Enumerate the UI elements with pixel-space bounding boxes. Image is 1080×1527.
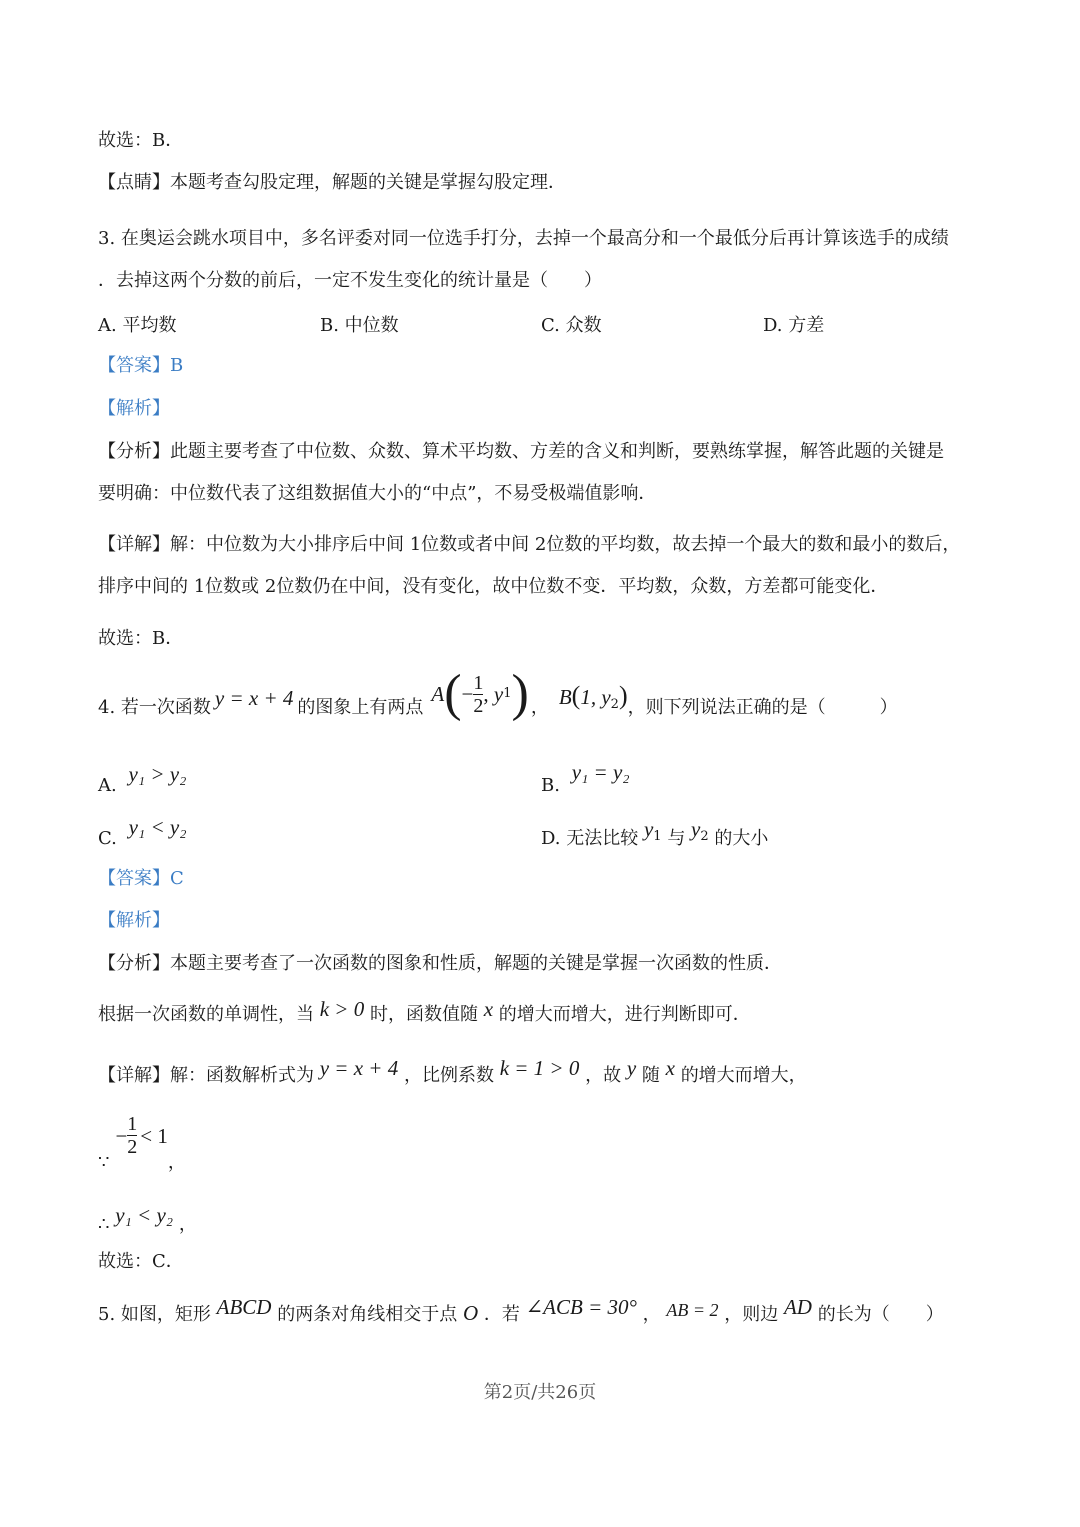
q3-option-a: A. 平均数 (98, 315, 177, 336)
q5-ad: AD (783, 1295, 812, 1319)
q4-because-comma: ， (167, 1152, 186, 1173)
q3-option-d: D. 方差 (763, 315, 825, 336)
q3-stem-line2: ．去掉这两个分数的前后，一定不发生变化的统计量是（ ） (98, 270, 602, 291)
q4-left-paren: ( (444, 665, 462, 722)
q4-because-line (98, 1113, 186, 1176)
q4-option-c-expr: y₁ < y₂ (128, 815, 187, 839)
q4-xj-k: k = 1 > 0 (499, 1056, 580, 1080)
q4-comma: ， (530, 697, 549, 718)
q5-mid2: ．若 (483, 1304, 520, 1325)
q4-xj-pre: 【详解】解：函数解析式为 (98, 1065, 314, 1086)
q5-mid1: 的两条对角线相交于点 (277, 1304, 458, 1325)
q4-y1-sub: 1 (503, 686, 512, 701)
q4-option-a-label: A. (98, 775, 117, 796)
q4-frac-den: 2 (473, 694, 484, 717)
q4-option-d-label: D. 无法比较 (541, 828, 639, 849)
q5-angle: ∠ACB = 30° (525, 1295, 637, 1319)
q4-answer: 【答案】C (98, 868, 184, 889)
therefore-icon: ∴ (98, 1214, 110, 1235)
q4-therefore-expr: y₁ < y₂ (115, 1203, 174, 1227)
q3-option-c: C. 众数 (541, 315, 602, 336)
q4-point-b-label: B (558, 684, 572, 709)
q3-fenxi-line2: 要明确：中位数代表了这组数据值大小的“中点”，不易受极端值影响． (98, 483, 657, 504)
q4-minus: − (461, 682, 474, 706)
q4-point-b-inner: 1, y (580, 684, 611, 709)
q4-xj-end: 的增大而增大， (680, 1065, 807, 1086)
therefore-since-icon: ∵ (98, 1152, 110, 1173)
q5-ab: AB = 2 (666, 1300, 719, 1320)
q4-option-d (541, 817, 769, 849)
q3-xiangjie-line1: 【详解】解：中位数为大小排序后中间 1位数或者中间 2位数的平均数，故去掉一个最大的数和最小的数后， (98, 534, 961, 555)
dianjing-line: 【点睛】本题考查勾股定理，解题的关键是掌握勾股定理． (98, 172, 566, 193)
q4-therefore-comma: ， (178, 1214, 197, 1235)
q4-option-c-label: C. (98, 828, 117, 849)
q3-xiangjie-line2: 排序中间的 1位数或 2位数仍在中间，没有变化，故中位数不变．平均数，众数，方差都可能变化． (98, 576, 889, 597)
q4-because-tail: < 1 (140, 1123, 168, 1148)
q4-option-d-mid: 与 (667, 828, 686, 849)
q4-y1: y (493, 682, 504, 706)
q4-middle: 的图象上有两点 (297, 697, 424, 718)
q4-option-c (98, 815, 187, 849)
q4-xj-mid: ，比例系数 (403, 1065, 494, 1086)
q4-because-minus: − (115, 1123, 128, 1148)
q4-fenxi: 【分析】本题主要考查了一次函数的图象和性质，解题的关键是掌握一次函数的性质． (98, 953, 782, 974)
q5-prefix: 5. 如图，矩形 (98, 1304, 211, 1325)
q4-fraction (473, 672, 483, 717)
q5-stem (98, 1295, 944, 1328)
q4-basis (98, 997, 751, 1028)
q4-point-b (558, 680, 628, 718)
q4-option-a (98, 762, 187, 796)
q4-xj-func: y = x + 4 (319, 1056, 399, 1080)
q4-point-a-label: A (431, 682, 445, 706)
q3-guxuan: 故选：B． (98, 628, 184, 649)
q4-point-b-lparen: ( (571, 680, 581, 710)
q4-function: y = x + 4 (214, 686, 294, 710)
q4-because-expr (115, 1113, 167, 1158)
q4-frac-num: 1 (473, 671, 484, 694)
q5-end: 的长为（ ） (817, 1304, 944, 1325)
q4-basis-mid: 时，函数值随 (369, 1004, 478, 1025)
q4-option-b (541, 760, 630, 796)
q4-option-b-label: B. (541, 775, 560, 796)
q4-y2-sub: 2 (610, 696, 619, 712)
q5-rect: ABCD (216, 1295, 272, 1319)
answer-line: 故选：B． (98, 130, 184, 151)
q4-because-num: 1 (127, 1113, 138, 1135)
q3-answer: 【答案】B (98, 355, 184, 376)
q4-guxuan: 故选：C． (98, 1251, 184, 1272)
q4-xj-x: x (665, 1056, 675, 1080)
q4-jiexi: 【解析】 (98, 910, 170, 931)
q4-option-d-end: 的大小 (714, 828, 769, 849)
q4-basis-x: x (483, 997, 494, 1021)
q3-stem-line1: 3. 在奥运会跳水项目中，多名评委对同一位选手打分，去掉一个最高分和一个最低分后再计算该选手的成绩 (98, 228, 949, 249)
q4-xiangjie (98, 1056, 807, 1089)
q4-basis-pre: 根据一次函数的单调性，当 (98, 1004, 314, 1025)
q4-right-paren: ) (511, 665, 529, 722)
q4-option-d-y2: y (691, 817, 701, 841)
q4-because-den: 2 (127, 1136, 138, 1158)
q4-therefore-line (98, 1202, 197, 1235)
q4-suffix: ，则下列说法正确的是（ ） (627, 697, 898, 718)
q4-stem (98, 665, 898, 738)
q4-basis-k: k > 0 (319, 997, 365, 1021)
q4-xj-mid3: 随 (641, 1065, 660, 1086)
q4-basis-end: 的增大而增大，进行判断即可． (498, 1004, 751, 1025)
q4-comma-a: , (483, 682, 494, 706)
q5-mid3: ， (642, 1304, 661, 1325)
q4-prefix: 4. 若一次函数 (98, 697, 211, 718)
q3-jiexi: 【解析】 (98, 398, 170, 419)
q4-because-frac (127, 1113, 137, 1158)
q4-option-d-y2-sub: 2 (700, 829, 709, 844)
q4-point-a (431, 665, 529, 722)
q5-mid4: ，则边 (724, 1304, 779, 1325)
q4-option-d-y1-sub: 1 (653, 829, 662, 844)
q4-xj-y: y (626, 1056, 637, 1080)
q3-fenxi-line1: 【分析】此题主要考查了中位数、众数、算术平均数、方差的含义和判断，要熟练掌握，解答此题的关键是 (98, 441, 944, 462)
q5-point-o: O (462, 1301, 479, 1325)
q4-option-d-y1: y (643, 817, 654, 841)
q4-option-b-expr: y₁ = y₂ (571, 760, 630, 784)
page-footer: 第2页/共26页 (483, 1382, 597, 1403)
q4-option-a-expr: y₁ > y₂ (128, 762, 187, 786)
q3-option-b: B. 中位数 (320, 315, 399, 336)
q4-point-b-rparen: ) (618, 680, 628, 710)
q4-xj-mid2: ，故 (585, 1065, 622, 1086)
